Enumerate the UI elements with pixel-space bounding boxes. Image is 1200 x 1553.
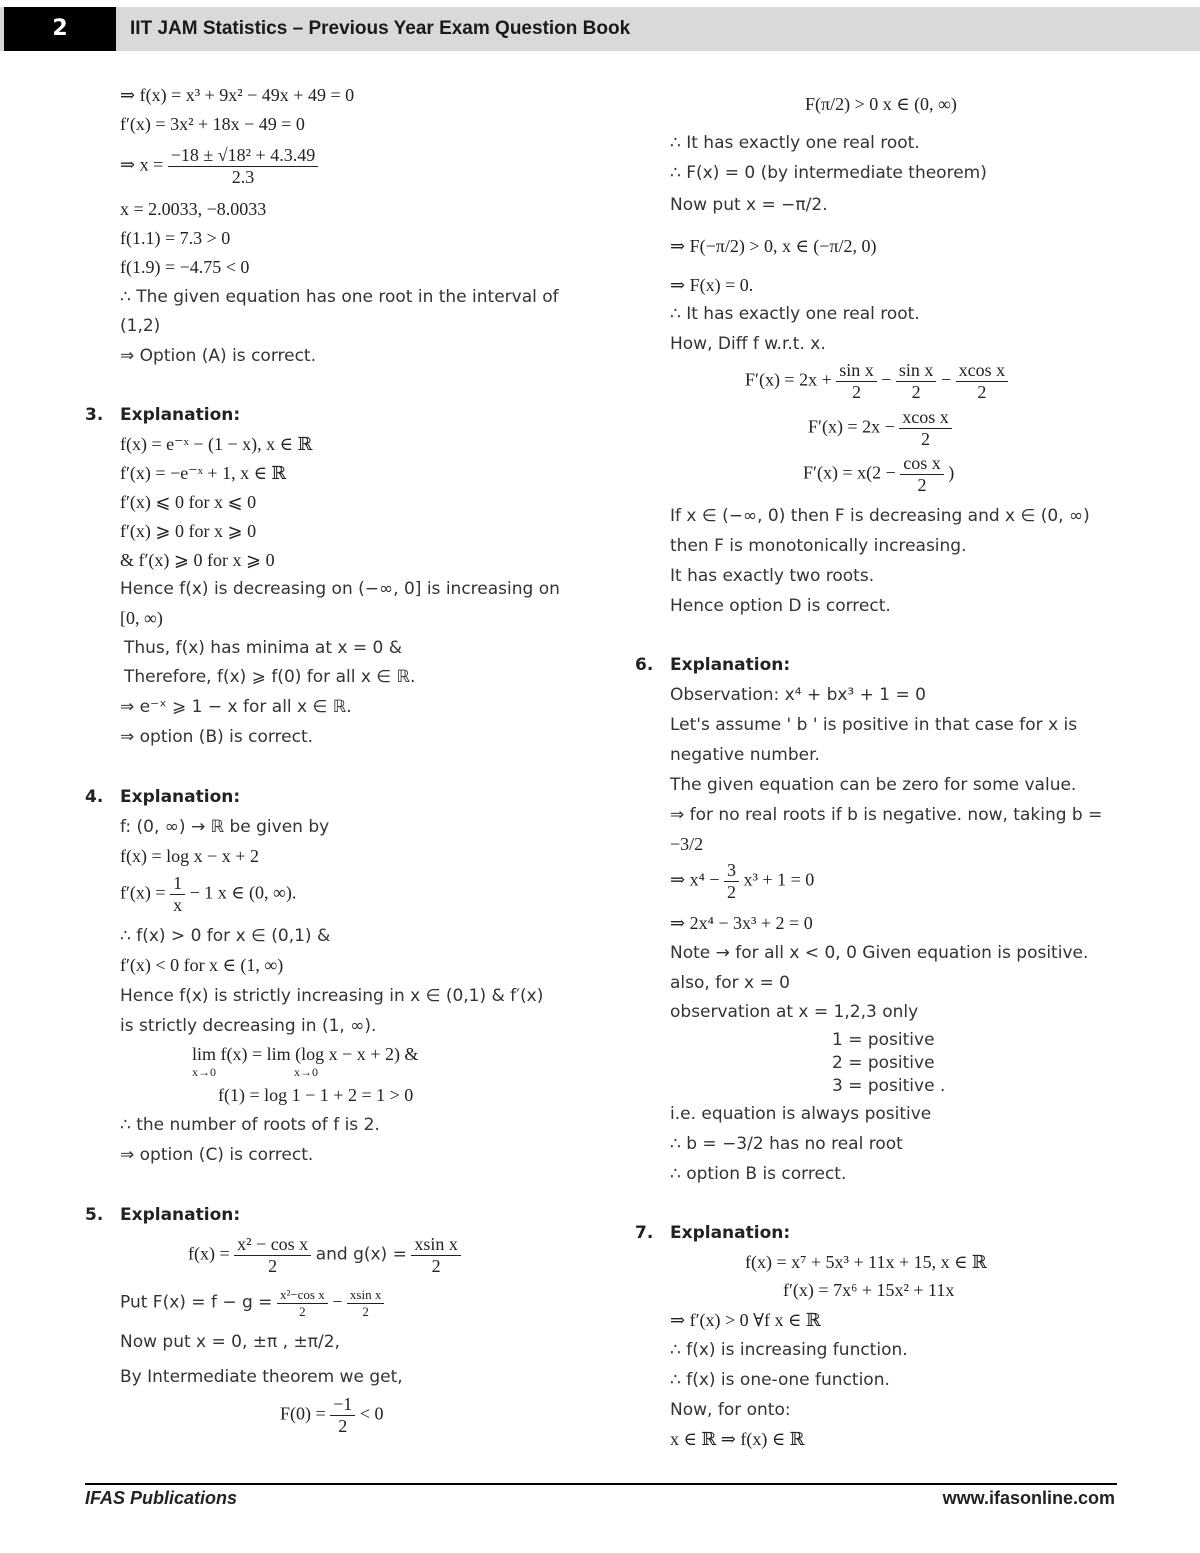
denominator: 2 <box>431 1256 441 1276</box>
math-text: ⇒ x⁴ − <box>670 869 720 890</box>
math-text: ⇒ x = <box>120 154 164 175</box>
text-line: 3 = positive . <box>832 1076 946 1096</box>
numerator: x²−cos x <box>277 1287 328 1304</box>
text-line: (1,2) <box>120 316 161 336</box>
text-line: ⇒ e⁻ˣ ⩾ 1 − x for all x ∈ ℝ. <box>120 697 352 717</box>
question-heading: Explanation: <box>120 405 241 425</box>
question-heading: Explanation: <box>670 1223 791 1243</box>
math-text: Put F(x) = f − g = <box>120 1292 273 1313</box>
text-line: Note → for all x < 0, 0 Given equation is positive. <box>670 943 1089 963</box>
text-line: ⇒ option (C) is correct. <box>120 1145 314 1165</box>
text-line: Hence option D is correct. <box>670 596 891 616</box>
math-fraction-line <box>745 360 1008 403</box>
fraction <box>724 860 739 903</box>
math-fraction-line <box>803 453 954 496</box>
question-number: 3. <box>85 405 104 425</box>
numerator: x² − cos x <box>234 1234 311 1256</box>
text-line: negative number. <box>670 745 820 765</box>
math-line: ⇒ 2x⁴ − 3x³ + 2 = 0 <box>670 913 813 933</box>
text-line: i.e. equation is always positive <box>670 1104 932 1124</box>
limit-subscript: x→0 <box>294 1065 318 1079</box>
denominator: 2 <box>338 1416 348 1436</box>
math-line: F(π/2) > 0 x ∈ (0, ∞) <box>805 94 957 114</box>
math-text: f′(x) = <box>120 882 166 903</box>
math-line: ⇒ F(x) = 0. <box>670 275 754 295</box>
math-line: f(1) = log 1 − 1 + 2 = 1 > 0 <box>218 1085 414 1105</box>
text-line: ⇒ option (B) is correct. <box>120 727 314 747</box>
math-text: ) <box>948 462 955 483</box>
numerator: xsin x <box>411 1234 461 1256</box>
math-line: f′(x) < 0 for x ∈ (1, ∞) <box>120 955 284 975</box>
text-line: ∴ f(x) is increasing function. <box>670 1340 908 1360</box>
text-line: Now, for onto: <box>670 1400 791 1420</box>
denominator: 2 <box>921 429 930 449</box>
fraction <box>956 360 1009 403</box>
math-line: [0, ∞) <box>120 608 163 628</box>
numerator: sin x <box>896 360 937 382</box>
question-number: 4. <box>85 787 104 807</box>
text-line: f: (0, ∞) → ℝ be given by <box>120 817 330 837</box>
denominator: 2 <box>911 382 921 402</box>
website-url[interactable]: www.ifasonline.com <box>942 1488 1115 1508</box>
text-line: Therefore, f(x) ⩾ f(0) for all x ∈ ℝ. <box>124 667 416 687</box>
math-fraction-line <box>280 1394 383 1437</box>
math-fraction-line <box>670 860 814 903</box>
math-text: − <box>881 369 892 390</box>
text-line: ⇒ Option (A) is correct. <box>120 346 316 366</box>
math-text: F′(x) = 2x − <box>808 416 895 437</box>
math-line: f′(x) = 7x⁶ + 15x² + 11x <box>783 1280 955 1300</box>
text-line: ∴ The given equation has one root in the interval of <box>120 287 559 307</box>
fraction <box>277 1287 328 1320</box>
math-line: x ∈ ℝ ⇒ f(x) ∈ ℝ <box>670 1429 805 1449</box>
math-text: f(x) = <box>188 1243 230 1264</box>
text-line: Now put x = −π/2. <box>670 195 828 215</box>
page-number: 2 <box>4 7 116 51</box>
text-line: The given equation can be zero for some value. <box>670 775 1077 795</box>
denominator: 2 <box>727 882 737 902</box>
math-line: f′(x) = −e⁻ˣ + 1, x ∈ ℝ <box>120 463 287 483</box>
math-line: f′(x) ⩾ 0 for x ⩾ 0 <box>120 521 257 541</box>
math-text: − <box>940 369 952 390</box>
denominator: 2 <box>977 382 987 402</box>
math-line: ⇒ F(−π/2) > 0, x ∈ (−π/2, 0) <box>670 236 877 256</box>
denominator: x <box>173 895 183 915</box>
numerator: cos x <box>900 453 944 475</box>
page-header <box>0 7 1200 51</box>
question-number: 5. <box>85 1205 104 1225</box>
math-line: f′(x) = 3x² + 18x − 49 = 0 <box>120 114 305 134</box>
text-line: ∴ f(x) is one-one function. <box>670 1370 890 1390</box>
text-line: then F is monotonically increasing. <box>670 536 967 556</box>
numerator: xsin x <box>347 1287 384 1304</box>
math-line: ⇒ f(x) = x³ + 9x² − 49x + 49 = 0 <box>120 85 355 105</box>
denominator: 2 <box>299 1304 306 1319</box>
math-text: x³ + 1 = 0 <box>743 869 815 890</box>
math-line: f(x) = log x − x + 2 <box>120 846 259 866</box>
math-text: − 1 x ∈ (0, ∞). <box>189 882 297 903</box>
text-line: By Intermediate theorem we get, <box>120 1367 403 1387</box>
numerator: −1 <box>330 1394 355 1416</box>
fraction <box>899 407 952 450</box>
numerator: −18 ± √18² + 4.3.49 <box>168 145 318 167</box>
numerator: 1 <box>170 873 185 895</box>
text-line: How, Diff f w.r.t. x. <box>670 334 826 354</box>
text-line: ⇒ for no real roots if b is negative. now, taking b = <box>670 805 1103 825</box>
math-line: x = 2.0033, −8.0033 <box>120 199 267 219</box>
text-line: is strictly decreasing in (1, ∞). <box>120 1016 377 1036</box>
text-line: ∴ f(x) > 0 for x ∈ (0,1) & <box>120 926 331 946</box>
denominator: 2 <box>917 475 927 495</box>
numerator: 3 <box>724 860 739 882</box>
text-line: Let's assume ' b ' is positive in that case for x is <box>670 715 1078 735</box>
question-heading: Explanation: <box>120 1205 241 1225</box>
math-text: F′(x) = x(2 − <box>803 462 896 483</box>
fraction <box>234 1234 311 1277</box>
fraction <box>330 1394 355 1437</box>
text-line: ∴ It has exactly one real root. <box>670 304 920 324</box>
math-line: f′(x) ⩽ 0 for x ⩽ 0 <box>120 492 257 512</box>
denominator: 2.3 <box>231 167 255 187</box>
math-fraction-line <box>188 1234 461 1277</box>
fraction <box>900 453 944 496</box>
text-line: ∴ It has exactly one real root. <box>670 133 920 153</box>
numerator: sin x <box>836 360 877 382</box>
text-line: Thus, f(x) has minima at x = 0 & <box>124 638 403 658</box>
text-line: Observation: x⁴ + bx³ + 1 = 0 <box>670 685 926 705</box>
text-line: Hence f(x) is strictly increasing in x ∈ (0,1) & f′(x) <box>120 986 544 1006</box>
fraction <box>347 1287 384 1320</box>
text-line: ∴ option B is correct. <box>670 1164 847 1184</box>
fraction <box>411 1234 461 1277</box>
numerator: xcos x <box>956 360 1009 382</box>
text-line: Hence f(x) is decreasing on (−∞, 0] is increasing on <box>120 579 560 599</box>
footer-divider <box>85 1483 1117 1485</box>
text-line: If x ∈ (−∞, 0) then F is decreasing and x ∈ (0, ∞) <box>670 506 1090 526</box>
math-line: f(1.1) = 7.3 > 0 <box>120 228 231 248</box>
book-title: IIT JAM Statistics – Previous Year Exam Question Book <box>130 18 631 39</box>
math-line: & f′(x) ⩾ 0 for x ⩾ 0 <box>120 550 275 570</box>
text-line: also, for x = 0 <box>670 973 790 993</box>
text-line: ∴ b = −3/2 has no real root <box>670 1134 903 1154</box>
text-line: 1 = positive <box>832 1030 935 1050</box>
question-heading: Explanation: <box>670 655 791 675</box>
denominator: 2 <box>268 1256 278 1276</box>
fraction <box>170 873 185 916</box>
denominator: 2 <box>362 1304 369 1319</box>
limit-subscript: x→0 <box>192 1065 216 1079</box>
math-line: f(x) = e⁻ˣ − (1 − x), x ∈ ℝ <box>120 434 313 454</box>
math-text: − <box>332 1291 343 1312</box>
math-text: < 0 <box>359 1403 384 1424</box>
denominator: 2 <box>852 382 861 402</box>
fraction <box>168 145 318 188</box>
math-text: F(0) = <box>280 1403 326 1424</box>
math-text: F′(x) = 2x + <box>745 369 832 390</box>
text-line: observation at x = 1,2,3 only <box>670 1002 919 1022</box>
text-line: It has exactly two roots. <box>670 566 875 586</box>
math-text: and g(x) = <box>315 1244 407 1265</box>
question-heading: Explanation: <box>120 787 241 807</box>
math-line: ⇒ f′(x) > 0 ∀f x ∈ ℝ <box>670 1310 821 1330</box>
text-line: ∴ F(x) = 0 (by intermediate theorem) <box>670 163 987 183</box>
numerator: xcos x <box>899 407 952 429</box>
math-fraction-line <box>808 407 952 450</box>
text-line: ∴ the number of roots of f is 2. <box>120 1115 380 1135</box>
fraction <box>836 360 877 403</box>
math-line: lim f(x) = lim (log x − x + 2) & <box>192 1044 419 1064</box>
math-fraction-line <box>120 873 296 916</box>
math-line: −3/2 <box>670 834 704 854</box>
fraction <box>896 360 937 403</box>
math-fraction-line <box>120 1287 384 1320</box>
question-number: 7. <box>635 1223 654 1243</box>
math-line: f(1.9) = −4.75 < 0 <box>120 257 250 277</box>
text-line: Now put x = 0, ±π , ±π/2, <box>120 1332 340 1352</box>
math-line: f(x) = x⁷ + 5x³ + 11x + 15, x ∈ ℝ <box>745 1252 987 1272</box>
question-number: 6. <box>635 655 654 675</box>
text-line: 2 = positive <box>832 1053 935 1073</box>
math-fraction-line <box>120 145 318 188</box>
publisher-name: IFAS Publications <box>85 1488 238 1508</box>
